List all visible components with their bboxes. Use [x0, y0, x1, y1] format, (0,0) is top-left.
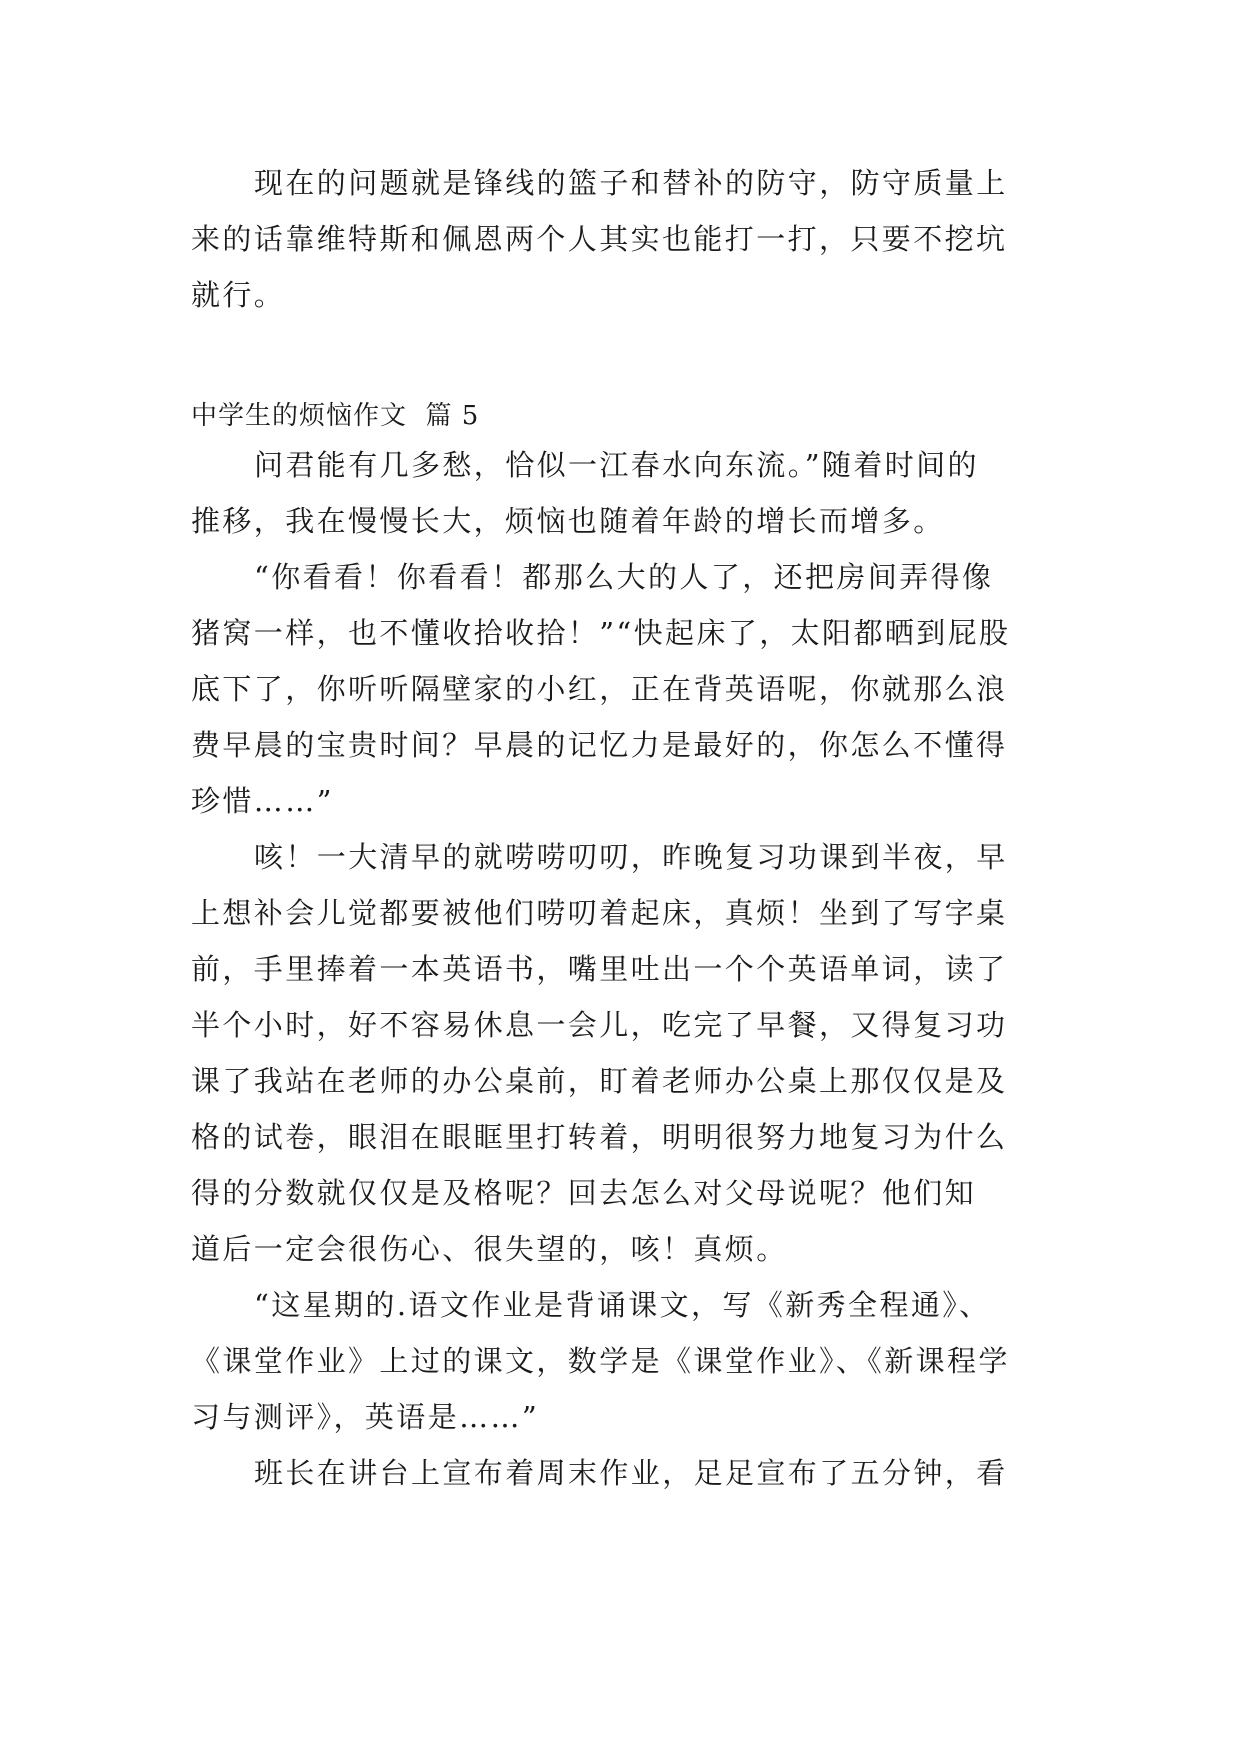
paragraph-line: 习与测评》，英语是……”	[191, 1400, 540, 1434]
paragraph-line: 猪窝一样，也不懂收拾收拾！”“快起床了，太阳都晒到屁股	[191, 616, 1011, 650]
paragraph-line: 课了我站在老师的办公桌前，盯着老师办公桌上那仅仅是及	[191, 1064, 1008, 1098]
paragraph-line: 来的话靠维特斯和佩恩两个人其实也能打一打，只要不挖坑	[191, 222, 1008, 256]
paragraph-line: 就行。	[191, 278, 286, 312]
paragraph-line: 上想补会儿觉都要被他们唠叨着起床，真烦！坐到了写字桌	[191, 896, 1008, 930]
paragraph-line: 前，手里捧着一本英语书，嘴里吐出一个个英语单词，读了	[191, 952, 1008, 986]
essay-heading: 中学生的烦恼作文 篇 5	[191, 401, 480, 431]
paragraph-line: 费早晨的宝贵时间？早晨的记忆力是最好的，你怎么不懂得	[191, 728, 1008, 762]
paragraph-line: 《课堂作业》上过的课文，数学是《课堂作业》、《新课程学	[191, 1344, 1010, 1378]
paragraph-line: “你看看！你看看！都那么大的人了，还把房间弄得像	[254, 560, 994, 594]
paragraph-line: 推移，我在慢慢长大，烦恼也随着年龄的增长而增多。	[191, 504, 945, 538]
paragraph-line: “这星期的.语文作业是背诵课文，写《新秀全程通》、	[254, 1288, 991, 1322]
paragraph-line: 格的试卷，眼泪在眼眶里打转着，明明很努力地复习为什么	[191, 1120, 1008, 1154]
paragraph-line: 珍惜……”	[191, 784, 334, 818]
paragraph-line: 咳！一大清早的就唠唠叨叨，昨晚复习功课到半夜，早	[254, 840, 1008, 874]
paragraph-line: 道后一定会很伤心、很失望的，咳！真烦。	[191, 1232, 788, 1266]
paragraph-line: 班长在讲台上宣布着周末作业，足足宣布了五分钟，看	[254, 1456, 1008, 1490]
paragraph-line: 得的分数就仅仅是及格呢？回去怎么对父母说呢？他们知	[191, 1176, 977, 1210]
paragraph-line: 现在的问题就是锋线的篮子和替补的防守，防守质量上	[254, 166, 1008, 200]
paragraph-line: 半个小时，好不容易休息一会儿，吃完了早餐，又得复习功	[191, 1008, 1008, 1042]
paragraph-line: 底下了，你听听隔壁家的小红，正在背英语呢，你就那么浪	[191, 672, 1008, 706]
paragraph-line: 问君能有几多愁，恰似一江春水向东流。”随着时间的	[254, 448, 979, 482]
